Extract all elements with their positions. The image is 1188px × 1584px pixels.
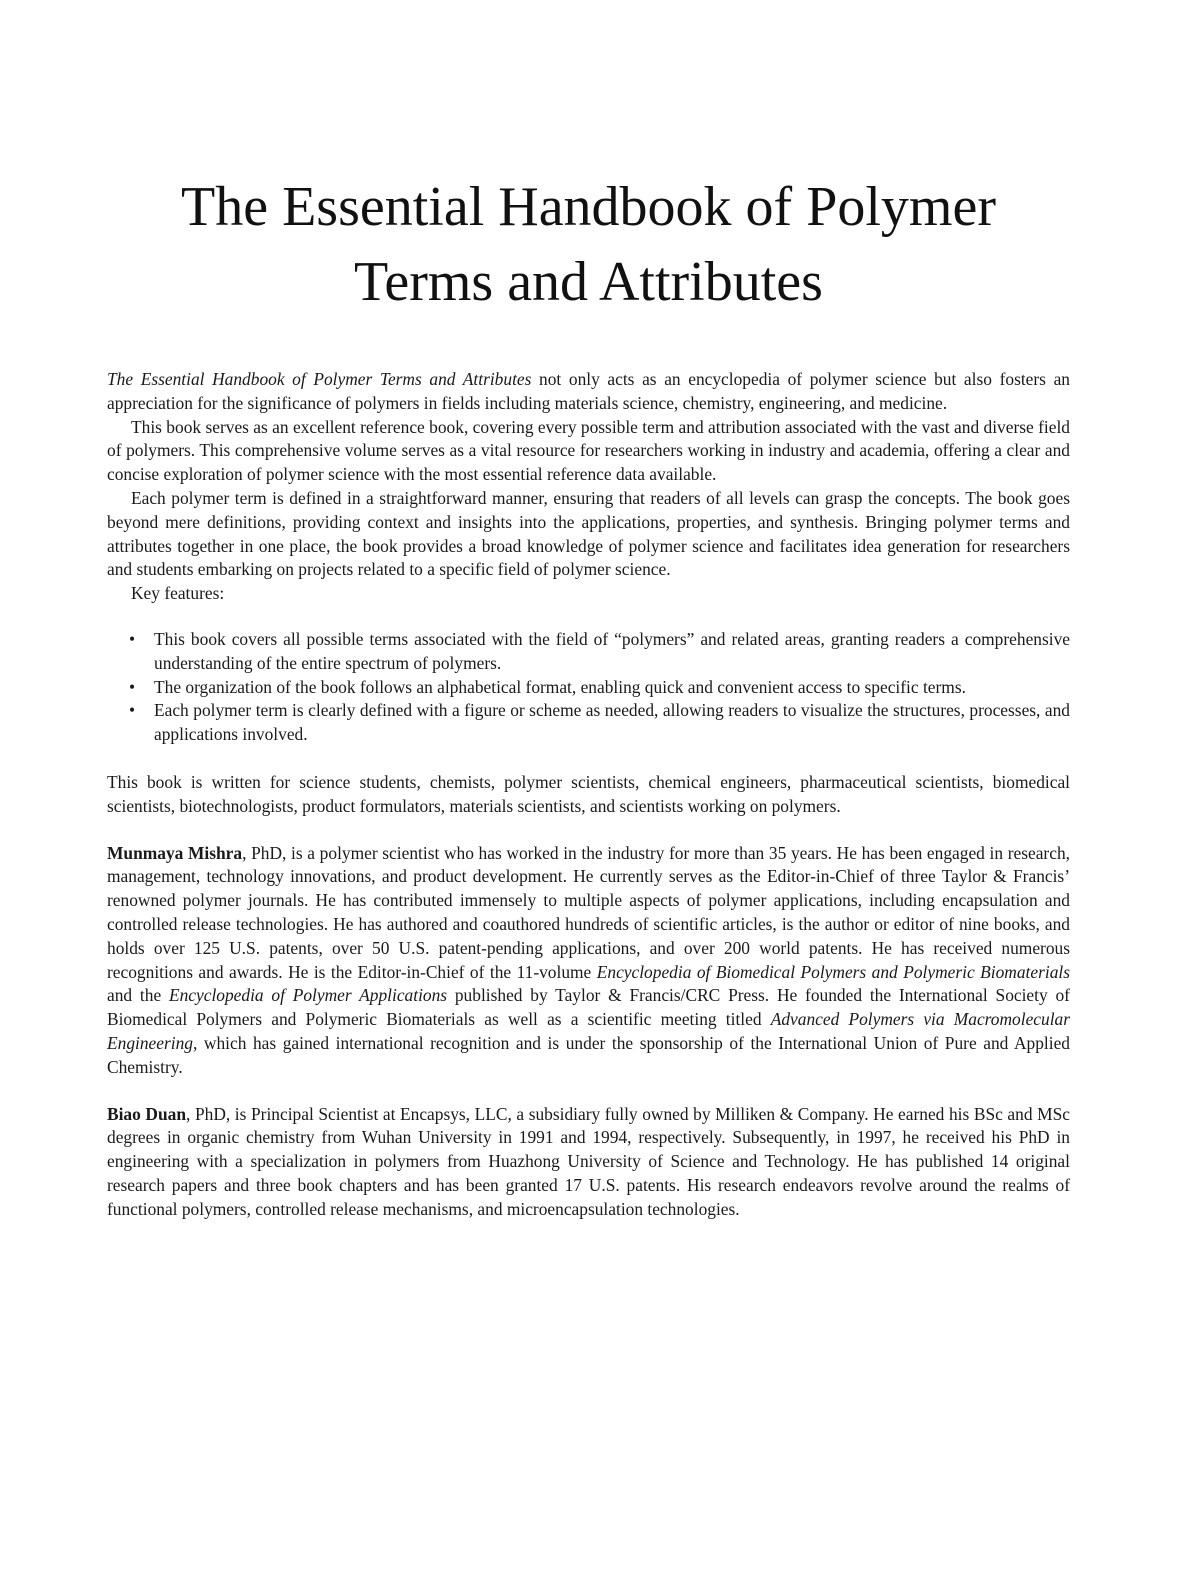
- book-back-page: [107, 0, 1070, 1222]
- book-citation: Encyclopedia of Biomedical Polymers and Polymeric Biomaterials: [596, 961, 1070, 982]
- author-bio-text: published by Taylor & Francis/CRC Press. He founded the International Society of Biomedical Polymers and Polymeric Biomaterials as well as a scientific meeting titled: [107, 985, 1070, 1030]
- bullet-icon: •: [129, 628, 136, 649]
- author-name: Biao Duan: [107, 1103, 187, 1124]
- intro-text: not only acts as an encyclopedia of polymer science but also fosters an appreciation for the significance of polymers in fields including materials science, chemistry, engineering, and medicine.: [107, 369, 1070, 413]
- intro-book-title: The Essential Handbook of Polymer Terms and Attributes: [107, 369, 532, 389]
- key-feature-item: [107, 676, 1070, 700]
- author-bio-text: , PhD, is Principal Scientist at Encapsys, LLC, a subsidiary fully owned by Milliken & Company. He earned his BSc and MSc degrees in organic chemistry from Wuhan University in 1991 and 1994, respectively. Subsequently, in 1997, he received his PhD in engineering with a specialization in polymers from Huazhong University of Science and Technology. He has published 14 original research papers and three book chapters and has been granted 17 U.S. patents. His research endeavors revolve around the realms of functional polymers, controlled release mechanisms, and microencapsulation technologies.: [107, 1103, 1070, 1219]
- body-text: [107, 368, 1070, 1222]
- author-name: Munmaya Mishra: [107, 842, 243, 863]
- meeting-title: Advanced Polymers via Macromolecular Engineering: [107, 1009, 1071, 1053]
- book-citation: Encyclopedia of Polymer Applications: [168, 985, 448, 1006]
- key-feature-text: Each polymer term is clearly defined with a figure or scheme as needed, allowing readers to visualize the structures, processes, and applications involved.: [154, 700, 1070, 745]
- author-bio-text: , which has gained international recognition and is under the sponsorship of the International Union of Pure and Applied Chemistry.: [107, 1032, 1070, 1077]
- definitions-paragraph: Each polymer term is defined in a straightforward manner, ensuring that readers of all levels can grasp the concepts. The book goes beyond mere definitions, providing context and insights into the applications, properties, and synthesis. Bringing polymer terms and attributes together in one place, the book provides a broad knowledge of polymer science and facilitates idea generation for researchers and students embarking on projects related to a specific field of polymer science.: [107, 487, 1070, 580]
- author-bio-mishra: [107, 842, 1070, 1080]
- key-feature-item: [107, 628, 1070, 676]
- author-bio-duan: [107, 1103, 1070, 1222]
- book-title: [107, 170, 1070, 320]
- author-bio-text: , PhD, is a polymer scientist who has worked in the industry for more than 35 years. He has been engaged in research, management, technology innovations, and product development. He currently serves as the Editor-in-Chief of three Taylor & Francis’ renowned polymer journals. He has contributed immensely to multiple aspects of polymer applications, including encapsulation and controlled release technologies. He has authored and coauthored hundreds of scientific articles, is the author or editor of nine books, and holds over 125 U.S. patents, over 50 U.S. patent-pending applications, and over 200 world patents. He has received numerous recognitions and awards. He is the Editor-in-Chief of the 11-volume: [107, 842, 1070, 982]
- intro-paragraph: [107, 368, 1070, 416]
- key-feature-item: [107, 699, 1070, 747]
- book-title-line-2: Terms and Attributes: [354, 251, 823, 313]
- key-feature-text: This book covers all possible terms associated with the field of “polymers” and related areas, granting readers a comprehensive understanding of the entire spectrum of polymers.: [154, 628, 1070, 673]
- bullet-icon: •: [129, 700, 136, 721]
- book-title-line-1: The Essential Handbook of Polymer: [181, 176, 996, 238]
- key-feature-text: The organization of the book follows an alphabetical format, enabling quick and convenient access to specific terms.: [154, 676, 966, 697]
- key-features-list: [107, 628, 1070, 747]
- audience-paragraph: This book is written for science students, chemists, polymer scientists, chemical engineers, pharmaceutical scientists, biomedical scientists, biotechnologists, product formulators, materials scientists, and scientists working on polymers.: [107, 771, 1070, 816]
- author-bio-text: and the: [107, 985, 169, 1006]
- reference-paragraph: This book serves as an excellent reference book, covering every possible term and attribution associated with the vast and diverse field of polymers. This comprehensive volume serves as a vital resource for researchers working in industry and academia, offering a clear and concise exploration of polymer science with the most essential reference data available.: [107, 416, 1070, 485]
- bullet-icon: •: [129, 676, 136, 697]
- key-features-label: Key features:: [131, 583, 225, 604]
